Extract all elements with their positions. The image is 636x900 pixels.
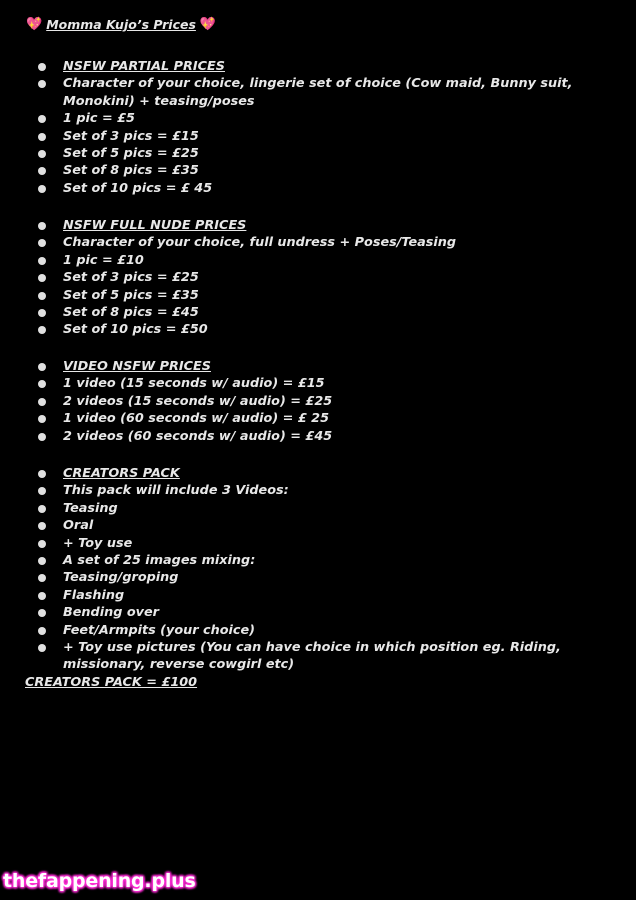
section-heading	[0, 217, 623, 234]
list-item	[0, 517, 623, 534]
list-item-text: Set of 10 pics = £50	[63, 322, 208, 338]
list-item-text: Character of your choice, full undress + Poses/Teasing	[63, 235, 457, 251]
list-item	[0, 321, 623, 338]
list-item-text: Oral	[63, 518, 94, 534]
list-item	[0, 604, 623, 621]
list-item-text: Set of 10 pics = £ 45	[63, 180, 213, 196]
bullet-icon	[38, 574, 46, 582]
list-item	[0, 234, 623, 251]
bullet-icon	[38, 627, 46, 635]
heart-icon-right: 💖	[199, 17, 217, 32]
list-item-text: Teasing	[63, 500, 118, 516]
section-heading-text: CREATORS PACK	[63, 466, 180, 481]
bullet-icon	[38, 63, 46, 71]
list-item	[0, 622, 623, 639]
bullet-icon	[38, 239, 46, 247]
bullet-icon	[38, 487, 46, 495]
list-item	[0, 145, 623, 162]
bullet-icon	[38, 309, 46, 317]
list-item	[0, 287, 623, 304]
bullet-icon	[38, 522, 46, 530]
list-item-text: Character of your choice, lingerie set of choice (Cow maid, Bunny suit, Monokini) + teasing/poses	[63, 76, 573, 109]
section-creators-pack	[0, 465, 623, 674]
list-item-text: 1 pic = £5	[63, 111, 135, 127]
bullet-icon	[38, 167, 46, 175]
list-item-text: Set of 8 pics = £45	[63, 305, 199, 321]
list-item	[0, 393, 623, 410]
bullet-icon	[38, 150, 46, 158]
list-item	[0, 269, 623, 286]
list-item	[0, 639, 623, 674]
list-item	[0, 110, 623, 127]
list-item-text: 1 video (60 seconds w/ audio) = £ 25	[63, 411, 329, 427]
list-item	[0, 128, 623, 145]
section-nsfw-partial	[0, 58, 623, 197]
section-heading-text: NSFW FULL NUDE PRICES	[63, 218, 247, 233]
bullet-icon	[38, 433, 46, 441]
creators-pack-total: CREATORS PACK = £100	[25, 675, 198, 690]
bullet-icon	[38, 133, 46, 141]
list-item-text: Set of 5 pics = £25	[63, 146, 199, 162]
list-item	[0, 375, 623, 392]
bullet-icon	[38, 292, 46, 300]
list-item-text: Bending over	[63, 605, 159, 621]
bullet-icon	[38, 380, 46, 388]
section-heading-text: VIDEO NSFW PRICES	[63, 359, 211, 374]
list-item-text: + Toy use pictures (You can have choice in which position eg. Riding, missionary, reverse cowgirl etc)	[63, 640, 561, 673]
list-item-text: 1 pic = £10	[63, 252, 144, 268]
list-item-text: This pack will include 3 Videos:	[63, 483, 289, 499]
list-item-text: Set of 3 pics = £25	[63, 270, 199, 286]
bullet-icon	[38, 609, 46, 617]
list-item	[0, 304, 623, 321]
bullet-icon	[38, 274, 46, 282]
bullet-icon	[38, 80, 46, 88]
list-item-text: Set of 3 pics = £15	[63, 128, 199, 144]
list-item	[0, 410, 623, 427]
bullet-icon	[38, 185, 46, 193]
bullet-icon	[38, 398, 46, 406]
section-nsfw-full-nude	[0, 217, 623, 339]
bullet-icon	[38, 470, 46, 478]
bullet-icon	[38, 415, 46, 423]
list-item	[0, 252, 623, 269]
list-item	[0, 587, 623, 604]
list-item	[0, 500, 623, 517]
list-item-text: + Toy use	[63, 535, 133, 551]
bullet-icon	[38, 592, 46, 600]
bullet-icon	[38, 257, 46, 265]
section-video-nsfw	[0, 358, 623, 445]
list-item-text: 2 videos (15 seconds w/ audio) = £25	[63, 393, 333, 409]
document-title	[26, 17, 216, 32]
list-item	[0, 75, 623, 110]
bullet-icon	[38, 115, 46, 123]
list-item-text: 1 video (15 seconds w/ audio) = £15	[63, 376, 325, 392]
list-item	[0, 569, 623, 586]
bullet-icon	[38, 505, 46, 513]
list-item-text: Set of 8 pics = £35	[63, 163, 199, 179]
section-heading	[0, 58, 623, 75]
list-item	[0, 482, 623, 499]
list-item-text: Flashing	[63, 587, 125, 603]
bullet-icon	[38, 540, 46, 548]
list-item-text: 2 videos (60 seconds w/ audio) = £45	[63, 428, 333, 444]
bullet-icon	[38, 644, 46, 652]
bullet-icon	[38, 557, 46, 565]
bullet-icon	[38, 326, 46, 334]
bullet-icon	[38, 222, 46, 230]
section-heading	[0, 358, 623, 375]
bullet-icon	[38, 363, 46, 371]
section-heading-text: NSFW PARTIAL PRICES	[63, 59, 225, 74]
list-item-text: Teasing/groping	[63, 570, 179, 586]
heart-icon-left: 💖	[26, 17, 43, 32]
watermark-text: thefappening.plus	[3, 870, 196, 892]
list-item	[0, 535, 623, 552]
list-item-text: A set of 25 images mixing:	[63, 553, 256, 569]
list-item	[0, 162, 623, 179]
list-item	[0, 552, 623, 569]
list-item	[0, 180, 623, 197]
title-text: Momma Kujo’s Prices	[46, 17, 196, 32]
list-item-text: Set of 5 pics = £35	[63, 287, 199, 303]
list-item	[0, 428, 623, 445]
list-item-text: Feet/Armpits (your choice)	[63, 622, 256, 638]
section-heading	[0, 465, 623, 482]
